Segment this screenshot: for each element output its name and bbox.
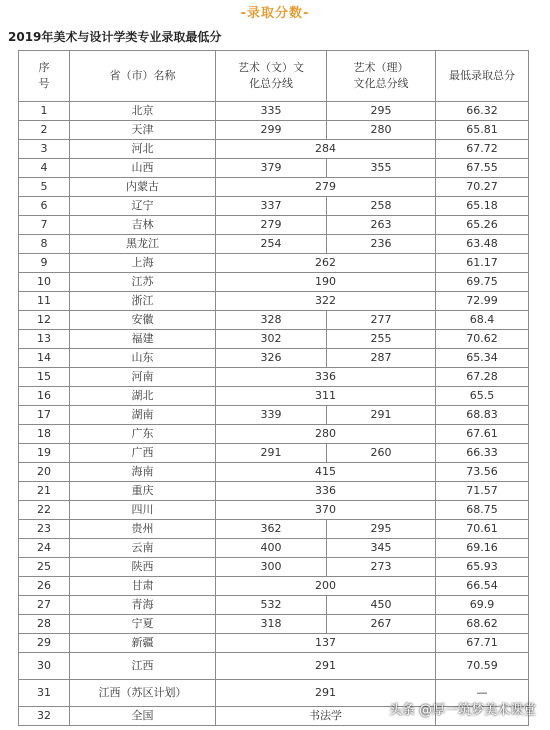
min-total-score: 70.59 <box>436 653 529 680</box>
table-row <box>19 558 529 577</box>
row-number: 18 <box>19 425 70 444</box>
table-row <box>19 292 529 311</box>
row-number: 4 <box>19 159 70 178</box>
province-name: 新疆 <box>70 634 216 653</box>
row-number: 7 <box>19 216 70 235</box>
min-total-score: 68.4 <box>436 311 529 330</box>
culture-score-merged: 291 <box>216 653 436 680</box>
arts-li-score: 255 <box>327 330 436 349</box>
min-total-score: 73.56 <box>436 463 529 482</box>
province-name: 广东 <box>70 425 216 444</box>
min-total-score: 69.75 <box>436 273 529 292</box>
culture-score-merged: 336 <box>216 368 436 387</box>
row-number: 21 <box>19 482 70 501</box>
table-row <box>19 615 529 634</box>
culture-score-merged: 291 <box>216 680 436 707</box>
row-number: 23 <box>19 520 70 539</box>
table-row <box>19 178 529 197</box>
row-number: 32 <box>19 707 70 726</box>
min-total-score: 71.57 <box>436 482 529 501</box>
header-number: 序 号 <box>19 51 70 102</box>
arts-wen-score: 362 <box>216 520 327 539</box>
arts-wen-score: 279 <box>216 216 327 235</box>
table-header-row <box>19 51 529 102</box>
min-total-score: 70.27 <box>436 178 529 197</box>
min-total-score: 67.28 <box>436 368 529 387</box>
row-number: 24 <box>19 539 70 558</box>
table-row <box>19 159 529 178</box>
culture-score-merged: 书法学 <box>216 707 436 726</box>
arts-wen-score: 300 <box>216 558 327 577</box>
culture-score-merged: 190 <box>216 273 436 292</box>
table-row <box>19 596 529 615</box>
table-row <box>19 425 529 444</box>
province-name: 青海 <box>70 596 216 615</box>
min-total-score: 65.93 <box>436 558 529 577</box>
row-number: 28 <box>19 615 70 634</box>
province-name: 北京 <box>70 102 216 121</box>
arts-wen-score: 532 <box>216 596 327 615</box>
province-name: 湖南 <box>70 406 216 425</box>
province-name: 浙江 <box>70 292 216 311</box>
min-total-score: 70.62 <box>436 330 529 349</box>
min-total-score: 66.32 <box>436 102 529 121</box>
table-row <box>19 539 529 558</box>
table-row <box>19 482 529 501</box>
row-number: 3 <box>19 140 70 159</box>
arts-wen-score: 328 <box>216 311 327 330</box>
culture-score-merged: 311 <box>216 387 436 406</box>
table-row <box>19 501 529 520</box>
culture-score-merged: 262 <box>216 254 436 273</box>
row-number: 12 <box>19 311 70 330</box>
min-total-score: 68.75 <box>436 501 529 520</box>
table-row <box>19 653 529 680</box>
arts-wen-score: 339 <box>216 406 327 425</box>
table-row <box>19 330 529 349</box>
table-row <box>19 387 529 406</box>
province-name: 内蒙古 <box>70 178 216 197</box>
row-number: 5 <box>19 178 70 197</box>
province-name: 江西（苏区计划） <box>70 680 216 707</box>
arts-li-score: 267 <box>327 615 436 634</box>
culture-score-merged: 322 <box>216 292 436 311</box>
province-name: 海南 <box>70 463 216 482</box>
row-number: 22 <box>19 501 70 520</box>
province-name: 甘肃 <box>70 577 216 596</box>
arts-wen-score: 318 <box>216 615 327 634</box>
table-row <box>19 197 529 216</box>
row-number: 14 <box>19 349 70 368</box>
arts-li-score: 263 <box>327 216 436 235</box>
row-number: 6 <box>19 197 70 216</box>
row-number: 1 <box>19 102 70 121</box>
table-row <box>19 406 529 425</box>
row-number: 2 <box>19 121 70 140</box>
culture-score-merged: 370 <box>216 501 436 520</box>
table-row <box>19 368 529 387</box>
arts-wen-score: 335 <box>216 102 327 121</box>
arts-li-score: 277 <box>327 311 436 330</box>
province-name: 河南 <box>70 368 216 387</box>
table-row <box>19 121 529 140</box>
row-number: 27 <box>19 596 70 615</box>
row-number: 20 <box>19 463 70 482</box>
row-number: 25 <box>19 558 70 577</box>
row-number: 10 <box>19 273 70 292</box>
arts-wen-score: 302 <box>216 330 327 349</box>
min-total-score: 70.61 <box>436 520 529 539</box>
province-name: 四川 <box>70 501 216 520</box>
min-total-score: 66.33 <box>436 444 529 463</box>
arts-li-score: 260 <box>327 444 436 463</box>
min-total-score: 65.81 <box>436 121 529 140</box>
arts-wen-score: 400 <box>216 539 327 558</box>
province-name: 江西 <box>70 653 216 680</box>
table-row <box>19 140 529 159</box>
province-name: 云南 <box>70 539 216 558</box>
table-row <box>19 444 529 463</box>
province-name: 江苏 <box>70 273 216 292</box>
min-total-score: 69.16 <box>436 539 529 558</box>
min-total-score: 69.9 <box>436 596 529 615</box>
row-number: 9 <box>19 254 70 273</box>
row-number: 8 <box>19 235 70 254</box>
min-total-score: — <box>436 680 529 707</box>
province-name: 山东 <box>70 349 216 368</box>
score-table <box>18 50 529 726</box>
culture-score-merged: 280 <box>216 425 436 444</box>
arts-li-score: 236 <box>327 235 436 254</box>
table-row <box>19 349 529 368</box>
banner <box>0 0 550 22</box>
min-total-score: 65.34 <box>436 349 529 368</box>
min-total-score: 65.5 <box>436 387 529 406</box>
province-name: 全国 <box>70 707 216 726</box>
province-name: 宁夏 <box>70 615 216 634</box>
min-total-score: 67.61 <box>436 425 529 444</box>
arts-li-score: 258 <box>327 197 436 216</box>
row-number: 16 <box>19 387 70 406</box>
row-number: 11 <box>19 292 70 311</box>
province-name: 贵州 <box>70 520 216 539</box>
header-province: 省（市）名称 <box>70 51 216 102</box>
province-name: 上海 <box>70 254 216 273</box>
arts-li-score: 355 <box>327 159 436 178</box>
min-total-score: 68.83 <box>436 406 529 425</box>
watermark: 头条 @厚一筑梦美术课堂 <box>388 703 536 718</box>
min-total-score: 65.26 <box>436 216 529 235</box>
province-name: 山西 <box>70 159 216 178</box>
culture-score-merged: 415 <box>216 463 436 482</box>
table-row <box>19 520 529 539</box>
page-title: 2019年美术与设计学类专业录取最低分 <box>8 30 222 44</box>
arts-li-score: 291 <box>327 406 436 425</box>
province-name: 陕西 <box>70 558 216 577</box>
min-total-score: 61.17 <box>436 254 529 273</box>
province-name: 黑龙江 <box>70 235 216 254</box>
table-row <box>19 216 529 235</box>
province-name: 河北 <box>70 140 216 159</box>
min-total-score: 72.99 <box>436 292 529 311</box>
province-name: 吉林 <box>70 216 216 235</box>
arts-wen-score: 379 <box>216 159 327 178</box>
table-row <box>19 634 529 653</box>
province-name: 福建 <box>70 330 216 349</box>
min-total-score: 67.71 <box>436 634 529 653</box>
province-name: 辽宁 <box>70 197 216 216</box>
table-row <box>19 254 529 273</box>
min-total-score: 68.62 <box>436 615 529 634</box>
arts-wen-score: 254 <box>216 235 327 254</box>
min-total-score: 63.48 <box>436 235 529 254</box>
min-total-score: 67.72 <box>436 140 529 159</box>
culture-score-merged: 336 <box>216 482 436 501</box>
culture-score-merged: 137 <box>216 634 436 653</box>
arts-wen-score: 337 <box>216 197 327 216</box>
arts-li-score: 295 <box>327 102 436 121</box>
province-name: 安徽 <box>70 311 216 330</box>
arts-li-score: 273 <box>327 558 436 577</box>
header-arts-wen: 艺术（文）文 化总分线 <box>216 51 327 102</box>
culture-score-merged: 200 <box>216 577 436 596</box>
min-total-score: 65.18 <box>436 197 529 216</box>
row-number: 19 <box>19 444 70 463</box>
header-min-score: 最低录取总分 <box>436 51 529 102</box>
row-number: 29 <box>19 634 70 653</box>
min-total-score: 66.54 <box>436 577 529 596</box>
arts-wen-score: 299 <box>216 121 327 140</box>
table-row <box>19 273 529 292</box>
table-row <box>19 463 529 482</box>
arts-li-score: 295 <box>327 520 436 539</box>
row-number: 30 <box>19 653 70 680</box>
arts-wen-score: 326 <box>216 349 327 368</box>
province-name: 湖北 <box>70 387 216 406</box>
row-number: 31 <box>19 680 70 707</box>
province-name: 天津 <box>70 121 216 140</box>
arts-wen-score: 291 <box>216 444 327 463</box>
row-number: 13 <box>19 330 70 349</box>
arts-li-score: 345 <box>327 539 436 558</box>
table-row <box>19 311 529 330</box>
table-row <box>19 235 529 254</box>
header-arts-li: 艺术（理） 文化总分线 <box>327 51 436 102</box>
row-number: 15 <box>19 368 70 387</box>
banner-label: -录取分数- <box>240 6 310 21</box>
arts-li-score: 280 <box>327 121 436 140</box>
culture-score-merged: 279 <box>216 178 436 197</box>
row-number: 26 <box>19 577 70 596</box>
arts-li-score: 287 <box>327 349 436 368</box>
min-total-score: 67.55 <box>436 159 529 178</box>
province-name: 广西 <box>70 444 216 463</box>
arts-li-score: 450 <box>327 596 436 615</box>
table-row <box>19 102 529 121</box>
culture-score-merged: 284 <box>216 140 436 159</box>
province-name: 重庆 <box>70 482 216 501</box>
row-number: 17 <box>19 406 70 425</box>
table-row <box>19 577 529 596</box>
